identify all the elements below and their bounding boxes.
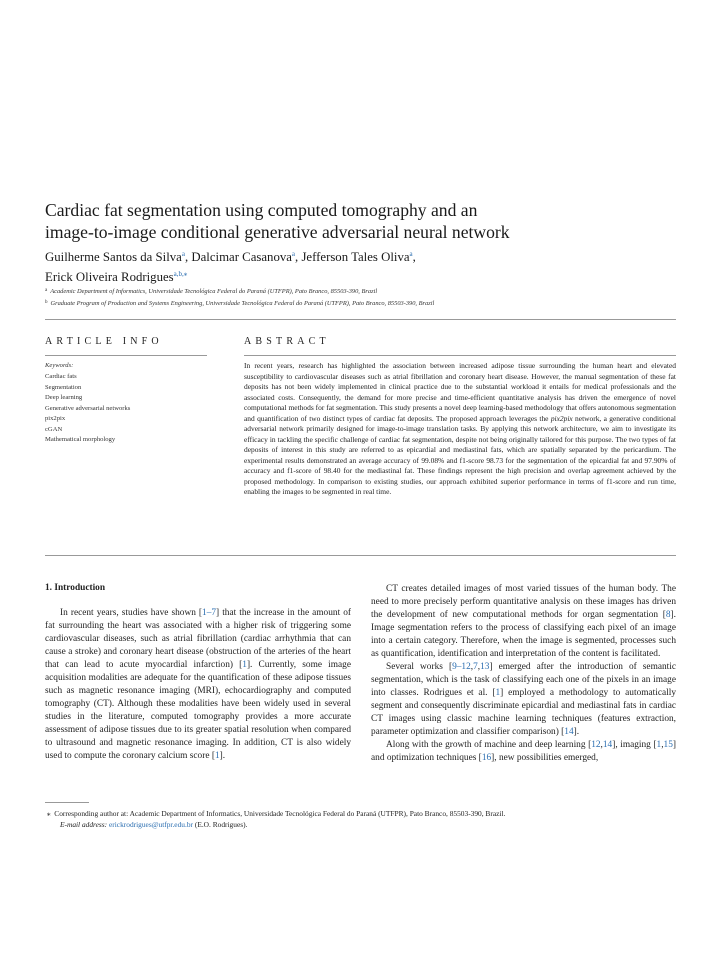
author: Erick Oliveira Rodrigues$^{a,b,⁎}$ [45,270,188,284]
corresponding-author-note: ⁎ Corresponding author at: Academic Department of Informatics, Universidade Tecnológica Federal do Paraná (UTFPR), Pato Branco, 85503-390, Brazil. [46,809,506,818]
keyword: pix2pix [45,415,66,422]
author: Guilherme Santos da Silva$^a$, [45,250,192,264]
pix2pix-term: pix2pix [550,413,573,423]
citation-link[interactable]: 12 [591,740,601,750]
keyword: Cardiac fats [45,373,77,380]
citation-link[interactable]: 15 [663,740,673,750]
citation-link[interactable]: 16 [481,753,492,763]
divider [45,319,676,320]
citation-link[interactable]: 8 [665,610,671,620]
citation-link[interactable]: 1 [214,751,220,761]
keywords-label: Keywords: [45,362,74,369]
author: Dalcimar Casanova$^a$, [191,250,302,264]
affiliation: $^b$ Graduate Program of Production and Systems Engineering, Universidade Tecnológica Federal do Paraná (UTFPR), Pato Branco, 85503-390, Brazil [45,299,435,307]
citation-link[interactable]: 14 [564,727,574,737]
paragraph: Several works [9–12,7,13] emerged after the introduction of semantic segmentation, which is the task of classifying each one of the pixels in an image into classes. Rodrigues et al. [1] employed a methodology to automatically segment and consequently discriminate epicardial and mediastinal fats in cardiac CT images using classic machine learning techniques (features extraction, parameter optimization and classifier comparison) [14]. [371,662,677,737]
keyword: Deep learning [45,394,83,401]
paragraph: In recent years, studies have shown [1–7] that the increase in the amount of fat surrounding the heart was associated with a higher risk of triggering some cardiovascular diseases, such as atrial fibrillation (cardiac arrhythmia that can cause a stroke) and coronary heart disease (obstruction of the arteries of the heart that can lead to acute myocardial infarction) [1]. Currently, some image acquisition modalities are adequate for the quantification of these adipose tissues such as magnetic resonance imaging (MRI), echocardiography and computed tomography (CT). Although these modalities have been widely used in several studies in the literature, computed tomography provides a more accurate assessment of adipose tissues due to its greater spatial resolution when compared to ultrasound and magnetic resonance imaging. In addition, CT is also widely used to compute the coronary calcium score [1]. [45,608,351,761]
keyword: Mathematical morphology [45,436,116,443]
author-list [45,246,645,286]
footnote-divider [45,802,89,803]
author: Jefferson Tales Oliva$^a$, [301,250,416,264]
email-line: E-mail address: erickrodrigues@utfpr.edu.br (E.O. Rodrigues). [60,820,248,829]
paragraph: Along with the growth of machine and deep learning [12,14], imaging [1,15] and optimization techniques [16], new possibilities emerged, [371,740,677,763]
citation-link[interactable]: 13 [480,662,490,672]
keyword: Segmentation [45,383,82,391]
divider [244,355,676,356]
citation-link[interactable]: 1 [242,660,247,670]
footnote [45,808,685,830]
article-info-heading: ARTICLE INFO [45,336,163,347]
paper-title [45,199,665,243]
divider [45,555,676,556]
citation-link[interactable]: 9–12 [452,662,471,672]
citation-link[interactable]: 14 [602,740,613,750]
body-column-left [45,607,351,763]
section-heading-introduction: 1. Introduction [45,583,106,593]
affiliations [45,286,685,309]
body-column-right [371,583,676,765]
divider [45,355,207,356]
keyword-list [45,372,215,446]
citation-link[interactable]: 7 [473,662,478,672]
citation-link[interactable]: 1–7 [202,608,217,618]
citation-link[interactable]: 1 [656,740,662,750]
citation-link[interactable]: 1 [495,688,501,698]
title-line-1: Cardiac fat segmentation using computed tomography and an [45,200,478,220]
abstract-heading: ABSTRACT [244,336,330,347]
keyword: Generative adversarial networks [45,404,131,412]
affiliation: $^a$ Academic Department of Informatics, Universidade Tecnológica Federal do Paraná (UTFPR), Pato Branco, 85503-390, Brazil [45,288,378,295]
email-link[interactable]: erickrodrigues@utfpr.edu.br [109,820,193,829]
title-line-2: image-to-image conditional generative adversarial neural network [45,222,510,242]
paragraph: CT creates detailed images of most varied tissues of the human body. The need to more precisely perform quantitative analysis on these images has driven the development of new computational methods for organ segmentation [8]. Image segmentation refers to the process of classifying each pixel of an image into a certain category. Therefore, when the image is segmented, processes such as quantification, identification and interpretation of the content is facilitated. [371,584,676,659]
abstract-text: In recent years, research has highlighted the association between increased adipose tissue surrounding the human heart and elevated susceptibility to cardiovascular diseases such as atrial fibrillation and coronary heart disease. However, the manual segmentation of these fat deposits has not been widely implemented in clinical practice due to the substantial workload it entails for medical professionals and the associated costs. Consequently, the demand for more precise and time-efficient quantitative analysis has driven the emergence of novel computational methods for fat segmentation. This study presents a novel deep learning-based methodology that offers autonomous segmentation and quantification of two distinct types of cardiac fat deposits. The proposed approach leverages the pix2pix network, a generative conditional adversarial network primarily designed for image-to-image translation tasks. By applying this network architecture, we aim to investigate its efficacy in tackling the specific challenge of cardiac fat segmentation, despite not being originally tailored for this purpose. The two types of fat deposits of interest in this study are referred to as epicardial and mediastinal fats, which are spatially separated by the pericardium. The experimental results demonstrated an average accuracy of 99.08% and f1-score 98.73 for the segmentation of the epicardial fat and 97.90% of accuracy and f1-score of 98.40 for the mediastinal fat. These findings represent the high precision and overlap agreement achieved by the proposed methodology. In comparison to existing studies, our approach exhibited superior performance in terms of f1-score and run time, enabling the images to be segmented in real time. [244,361,677,496]
keyword: cGAN [45,425,63,433]
